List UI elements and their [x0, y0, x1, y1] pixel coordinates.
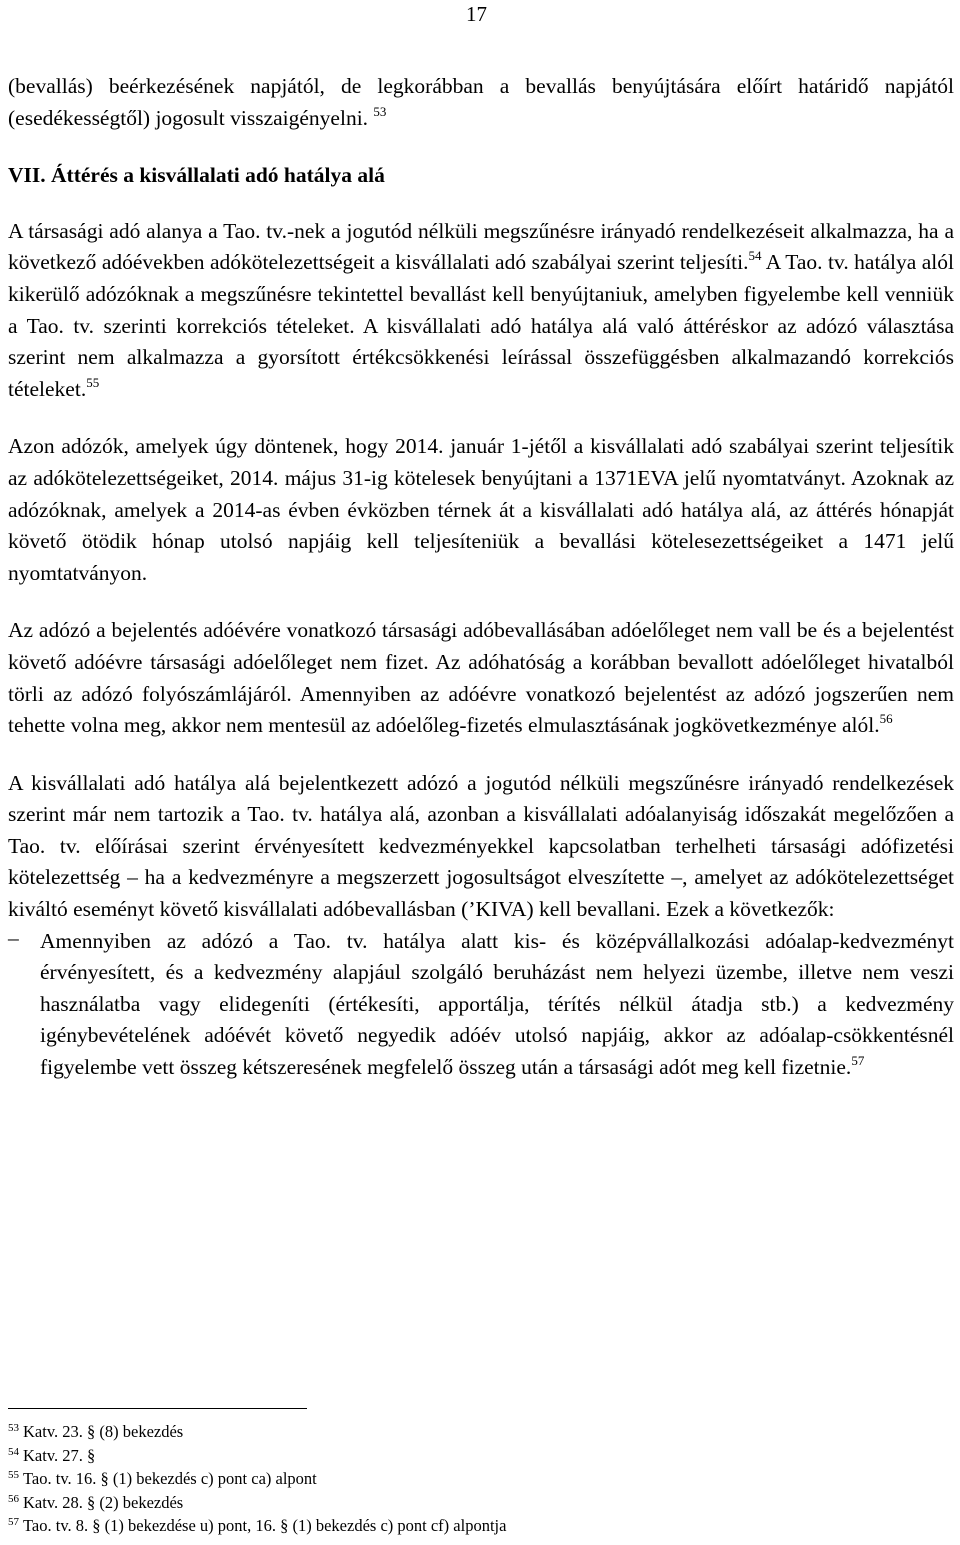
paragraph-kiva-obligations: A kisvállalati adó hatálya alá bejelentkezett adózó a jogutód nélküli megszűnésre irányadó rendelkezések szerint már nem tartozik a Tao. tv. hatálya alá, azonban a kisvállalati adóalanyiság időszakát megelőzően a Tao. tv. előírásai szerint érvényesített kedvezményekkel kapcsolatban terhelheti társasági adófizetési kötelezettség ‒ ha a kedvezményre a megszerzett jogosultságot elveszítette ‒, amelyet az adókötelezettséget kiváltó eseményt követő kisvállalati adóbevallásban (’KIVA) kell bevallani. Ezek a következők: — [8, 770, 954, 922]
footnote: $^{57}$ Tao. tv. 8. § (1) bekezdése u) pont, 16. § (1) bekezdés c) pont cf) alpontja — [8, 1516, 507, 1535]
footnote-ref: 56 — [879, 711, 893, 727]
footnotes — [8, 1420, 506, 1538]
paragraph-continuation: (bevallás) beérkezésének napjától, de legkorábban a bevallás benyújtására előírt határidő napjától (esedékességtől) jogosult visszaigényelni. $^{53}$ — [8, 74, 954, 130]
footnote-ref: 57 — [851, 1053, 865, 1069]
section-heading: VII. Áttérés a kisvállalati adó hatálya alá — [8, 163, 385, 188]
paragraph-advance-tax: Az adózó a bejelentés adóévére vonatkozó társasági adóbevallásában adóelőleget nem vall be és a bejelentést követő adóévre társasági adóelőleget nem fizet. Az adóhatóság a korábban bevallott adóelőleget hivatalból törli az adózó folyószámlájáról. Amennyiben az adóévre vonatkozó bejelentést az adózó jogszerűen nem tehette volna meg, akkor nem mentesül az adóelőleg-fizetés elmulasztásának jogkövetkezménye alól.$^{56}$ — [8, 618, 954, 738]
footnote-ref: 54 — [748, 248, 762, 264]
dash-list-item: ‒ Amennyiben az adózó a Tao. tv. hatálya alatt kis- és középvállalkozási adóalap-kedvezményt érvényesített, és a kedvezmény alapjául szolgáló beruházást nem helyezi üzembe, illetve nem veszi használatba vagy elidegeníti (értékesíti, apportálja, térítés nélkül átadja stb.) a kedvezmény igénybevételének adóévét követő negyedik adóév utolsó napjáig, akkor az adóalap-csökkentésnél figyelembe vett összeg kétszeresének megfelelő összeg után a társasági adót meg kell fizetnie.$^{57}$ — [8, 926, 954, 1084]
footnote: $^{55}$ Tao. tv. 16. § (1) bekezdés c) pont ca) alpont — [8, 1469, 317, 1488]
footnote-ref: 53 — [373, 103, 387, 119]
footnote-separator — [8, 1408, 307, 1409]
page-number: 17 — [466, 2, 487, 26]
page-body — [8, 71, 954, 1084]
footnote: $^{54}$ Katv. 27. § — [8, 1445, 96, 1465]
footnote: $^{53}$ Katv. 23. § (8) bekezdés — [8, 1422, 184, 1441]
footnote: $^{56}$ Katv. 28. § (2) bekezdés — [8, 1492, 184, 1512]
paragraph-transition: A társasági adó alanya a Tao. tv.-nek a jogutód nélküli megszűnésre irányadó rendelkezéseit alkalmazza, ha a következő adóévekben adókötelezettségeit a kisvállalati adó szabályai szerint teljesíti.$^{54}$ A Tao. tv. hatálya alól kikerülő adózóknak a megszűnésre tekintettel bevallást kell benyújtaniuk, amelyben figyelembe kell venniük a Tao. tv. szerinti korrekciós tételeket. A kisvállalati adó hatálya alá való áttéréskor az adózó választása szerint nem alkalmazza a gyorsított értékcsökkenési leírással összefüggésben alkalmazandó korrekciós tételeket.$^{55}$ — [8, 218, 954, 401]
dash-bullet: ‒ — [8, 925, 19, 950]
paragraph-deadlines: Azon adózók, amelyek úgy döntenek, hogy 2014. január 1-jétől a kisvállalati adó szabályai szerint teljesítik az adókötelezettségeiket, 2014. május 31-ig kötelesek benyújtani a 1371EVA jelű nyomtatványt. Azoknak az adózóknak, amelyek a 2014-as évben évközben térnek át a kisvállalati adó hatálya alá, az áttérés hónapját követő ötödik hónap utolsó napjáig kell teljesíteniük a bevallási kötelesezettségeiket a 1471 jelű nyomtatványon. — [8, 434, 954, 585]
footnote-ref: 55 — [86, 374, 100, 390]
